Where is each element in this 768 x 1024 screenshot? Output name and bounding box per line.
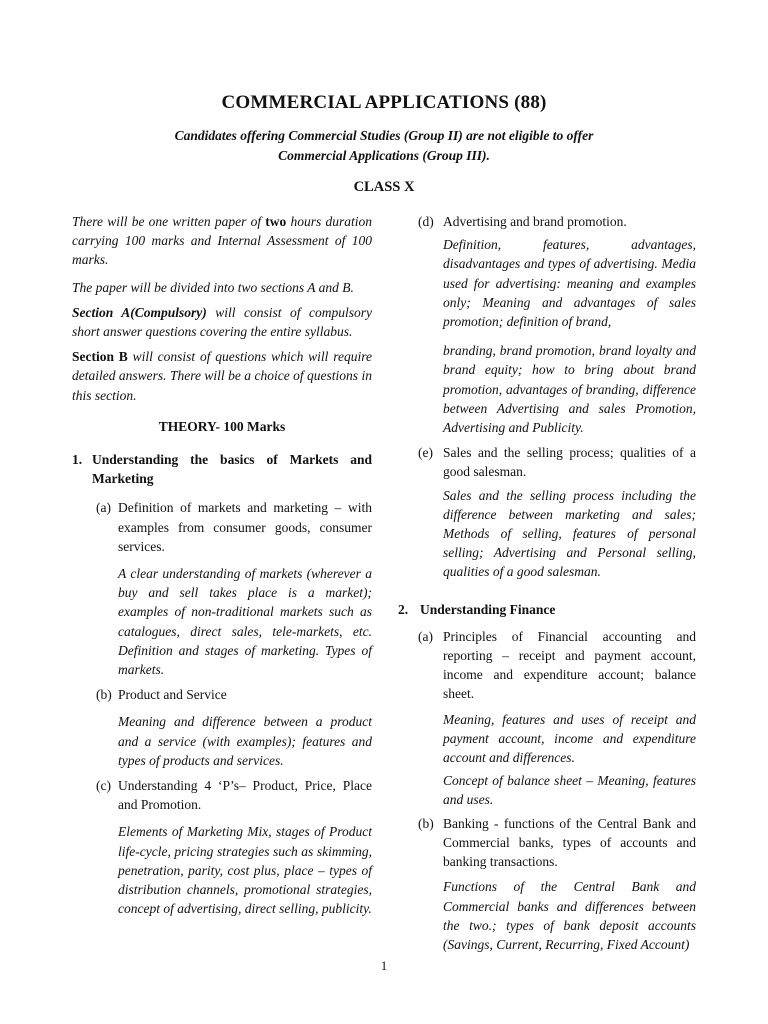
intro-p1-text-end: hours duration carrying 100 marks and Internal Assessment of 100 marks. (72, 214, 373, 268)
topic-label: (a) (96, 500, 111, 516)
topic-1c (96, 776, 372, 814)
topic-1a-detail: A clear understanding of markets (wherever a buy and sell takes place is a market); examples of non-traditional markets such as catalogues, direct sales, tele-markets, etc. Definition and stages of marketing. Types of markets. (118, 566, 372, 678)
topic-1b-detail: Meaning and difference between a product and a service (with examples); features and types of products and services. (118, 714, 372, 768)
section-a-text: will consist of compulsory short answer questions covering the entire syllabus. (72, 304, 373, 340)
intro-p1-bold: two (265, 214, 287, 229)
topic-text: Principles of Financial accounting and reporting – receipt and payment account, income and expenditure account; balance sheet. (443, 628, 696, 702)
topic-label: (c) (96, 778, 111, 794)
topic-label: (b) (96, 687, 112, 703)
topic-label: (e) (418, 445, 433, 461)
intro-paragraph-1 (72, 212, 372, 270)
topic-2b (418, 814, 696, 872)
section-1-heading (72, 450, 372, 488)
eligibility-note (0, 126, 768, 166)
section-number: 2. (398, 601, 409, 617)
document-title: COMMERCIAL APPLICATIONS (88) (221, 92, 547, 113)
topic-label: (d) (418, 214, 434, 229)
topic-1b (96, 685, 372, 704)
topic-1a (96, 498, 372, 556)
right-column (398, 212, 696, 954)
left-column (72, 212, 372, 919)
class-heading: CLASS X (353, 179, 415, 195)
topic-text: Product and Service (118, 687, 227, 703)
topic-2b-detail: Functions of the Central Bank and Commercial banks and differences between the two.; types of bank deposit accounts (Savings, Current, Recurring, Fixed Account) (443, 879, 696, 952)
topic-label: (a) (418, 628, 433, 644)
topic-1d-detail: Definition, features, advantages, disadvantages and types of advertising. Media used for advertising: meaning and examples only; Meaning and advantages of sales promotion; definition of brand, (443, 237, 696, 330)
topic-text: Understanding 4 ‘P’s– Product, Price, Place and Promotion. (118, 778, 372, 813)
topic-1e (418, 443, 696, 481)
intro-paragraph-2: The paper will be divided into two sections A and B. (72, 279, 354, 295)
topic-2a-detail: Meaning, features and uses of receipt and payment account, income and expenditure account and differences. (443, 711, 696, 766)
intro-p1-text: There will be one written paper of (72, 214, 266, 229)
topic-text: Sales and the selling process; qualities of a good salesman. (443, 445, 696, 480)
eligibility-note-line2: Commercial Applications (Group III). (278, 148, 490, 163)
section-number: 1. (72, 452, 83, 468)
section-2-heading (398, 600, 696, 619)
section-a-label: Section A(Compulsory) (72, 304, 207, 320)
page-number: 1 (380, 958, 388, 973)
topic-1e-detail: Sales and the selling process including the difference between marketing and sales; Methods of selling, features of personal selling; Advertising and Personal selling, qualities of a good salesman. (443, 487, 696, 580)
theory-heading: THEORY- 100 Marks (158, 418, 286, 434)
topic-label: (b) (418, 815, 434, 831)
topic-1c-detail: Elements of Marketing Mix, stages of Product life-cycle, pricing strategies such as skimming, penetration, parity, cost plus, place – types of distribution channels, promotional strategies, concept of advertising, direct selling, publicity. (118, 824, 372, 917)
topic-1d-detail-continued: branding, brand promotion, brand loyalty and brand equity; how to bring about brand promotion, advantages of branding, difference between Advertising and sales Promotion, Advertising and Publicity. (443, 343, 696, 436)
section-title: Understanding Finance (420, 601, 556, 617)
intro-paragraph-3 (72, 303, 372, 341)
intro-paragraph-4 (72, 347, 372, 405)
topic-text: Advertising and brand promotion. (443, 214, 627, 229)
section-title: Understanding the basics of Markets and Marketing (92, 452, 372, 487)
eligibility-note-line1: Candidates offering Commercial Studies (Group II) are not eligible to offer (174, 128, 594, 143)
topic-2a (418, 627, 696, 704)
topic-text: Banking - functions of the Central Bank and Commercial banks, types of accounts and banking transactions. (443, 815, 696, 870)
topic-text: Definition of markets and marketing – with examples from consumer goods, consumer services. (118, 500, 372, 554)
topic-1d (418, 212, 696, 231)
section-b-text: will consist of questions which will require detailed answers. There will be a choice of questions in this section. (72, 349, 372, 403)
section-b-label: Section B (72, 349, 128, 365)
topic-2a-detail-2: Concept of balance sheet – Meaning, features and uses. (443, 773, 696, 808)
